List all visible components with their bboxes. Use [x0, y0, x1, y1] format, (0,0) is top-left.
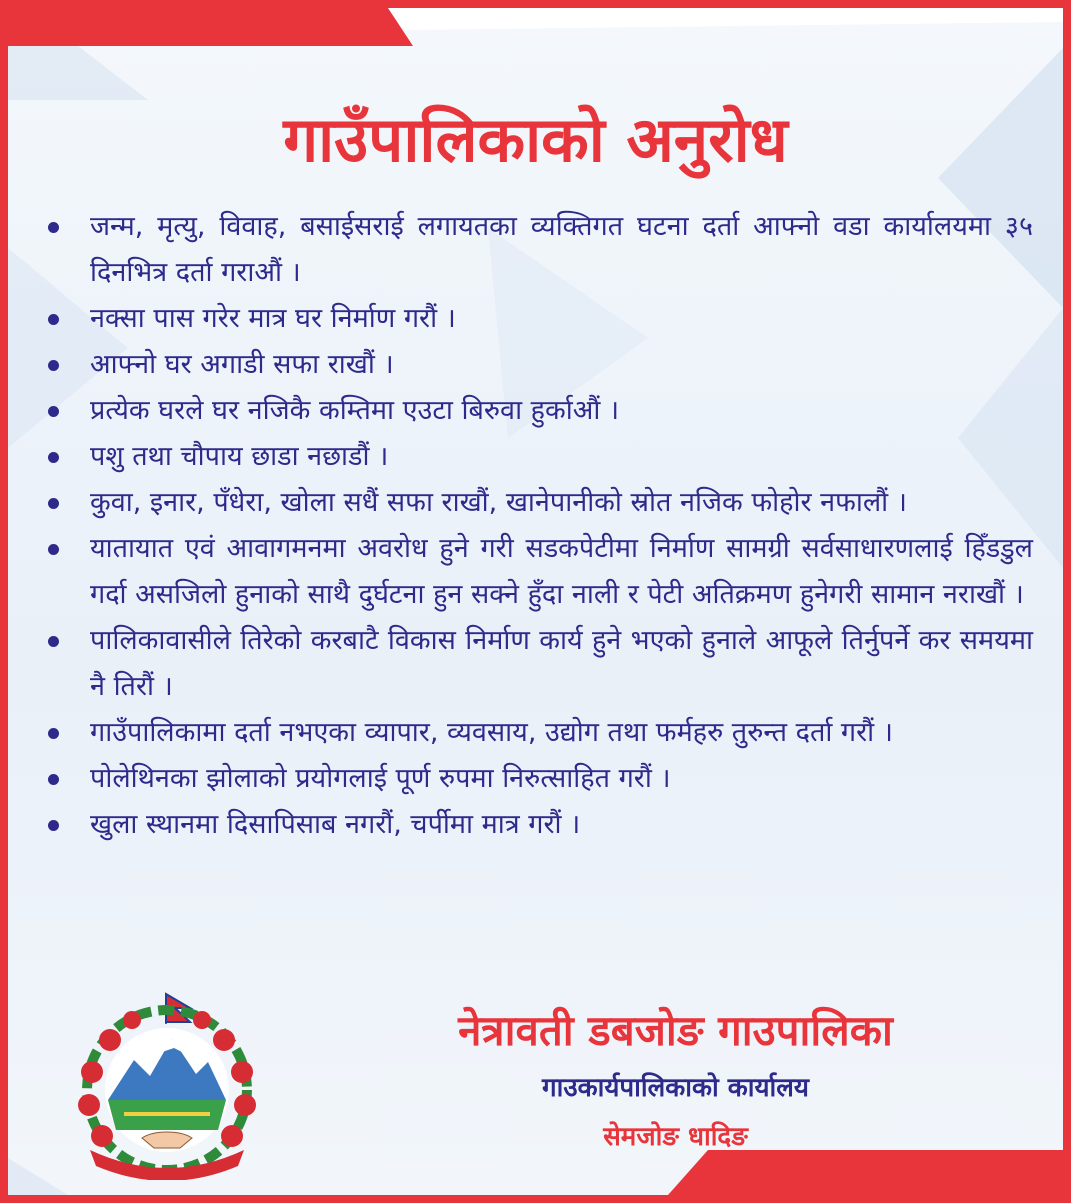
- office-name: गाउकार्यपालिकाको कार्यालय: [542, 1073, 809, 1103]
- bullet-icon: [48, 452, 59, 463]
- notice-panel: [8, 8, 1063, 1195]
- office-address: सेमजोङ धादिङ: [603, 1122, 748, 1152]
- bullet-icon: [48, 820, 59, 831]
- list-item-text: पशु तथा चौपाय छाडा नछाडौं ।: [90, 441, 389, 472]
- list-item: [38, 342, 1033, 388]
- nepal-coat-of-arms-icon: [62, 990, 272, 1180]
- list-item-text: कुवा, इनार, पँधेरा, खोला सधैं सफा राखौं, खानेपानीको स्रोत नजिक फोहोर नफालौं ।: [90, 487, 907, 518]
- bullet-icon: [48, 544, 59, 555]
- list-item: [38, 710, 1033, 756]
- bullet-icon: [48, 636, 59, 647]
- list-item: [38, 526, 1033, 618]
- list-item-text: पालिकावासीले तिरेको करबाटै विकास निर्माण कार्य हुने भएको हुनाले आफूले तिर्नुपर्ने कर समयमा नै तिरौं ।: [90, 625, 1033, 702]
- bullet-icon: [48, 406, 59, 417]
- list-item-text: नक्सा पास गरेर मात्र घर निर्माण गरौं ।: [90, 303, 456, 334]
- list-item-text: पोलेथिनका झोलाको प्रयोगलाई पूर्ण रुपमा निरुत्साहित गरौं ।: [90, 763, 671, 794]
- list-item-text: यातायात एवं आवागमनमा अवरोध हुने गरी सडकपेटीमा निर्माण सामग्री सर्वसाधारणलाई हिँडडुल गर्दा असजिलो हुनाको साथै दुर्घटना हुन सक्ने हुँदा नाली र पेटी अतिक्रमण हुनेगरी सामान नराखौं ।: [90, 533, 1033, 610]
- list-item: [38, 802, 1033, 848]
- list-item: [38, 434, 1033, 480]
- list-item: [38, 296, 1033, 342]
- list-item: [38, 756, 1033, 802]
- bullet-icon: [48, 728, 59, 739]
- page-title: गाउँपालिकाको अनुरोध: [283, 103, 788, 176]
- list-item: [38, 204, 1033, 296]
- list-item: [38, 618, 1033, 710]
- list-item-text: प्रत्येक घरले घर नजिकै कम्तिमा एउटा बिरुवा हुर्काऔं ।: [90, 395, 620, 426]
- list-item-text: आफ्नो घर अगाडी सफा राखौं ।: [90, 349, 394, 380]
- bullet-icon: [48, 314, 59, 325]
- bullet-icon: [48, 498, 59, 509]
- list-item: [38, 480, 1033, 526]
- bullet-icon: [48, 360, 59, 371]
- list-item-text: जन्म, मृत्यु, विवाह, बसाईसराई लगायतका व्यक्तिगत घटना दर्ता आफ्नो वडा कार्यालयमा ३५ दिनभित्र दर्ता गराऔं ।: [90, 211, 1033, 288]
- list-item: [38, 388, 1033, 434]
- list-item-text: खुला स्थानमा दिसापिसाब नगरौं, चर्पीमा मात्र गरौं ।: [90, 809, 581, 840]
- bullet-icon: [48, 222, 59, 233]
- request-list: [38, 204, 1033, 848]
- municipality-name: नेत्रावती डबजोङ गाउपालिका: [458, 1006, 893, 1055]
- bullet-icon: [48, 774, 59, 785]
- list-item-text: गाउँपालिकामा दर्ता नभएका व्यापार, व्यवसाय, उद्योग तथा फर्महरु तुरुन्त दर्ता गरौं ।: [90, 717, 893, 748]
